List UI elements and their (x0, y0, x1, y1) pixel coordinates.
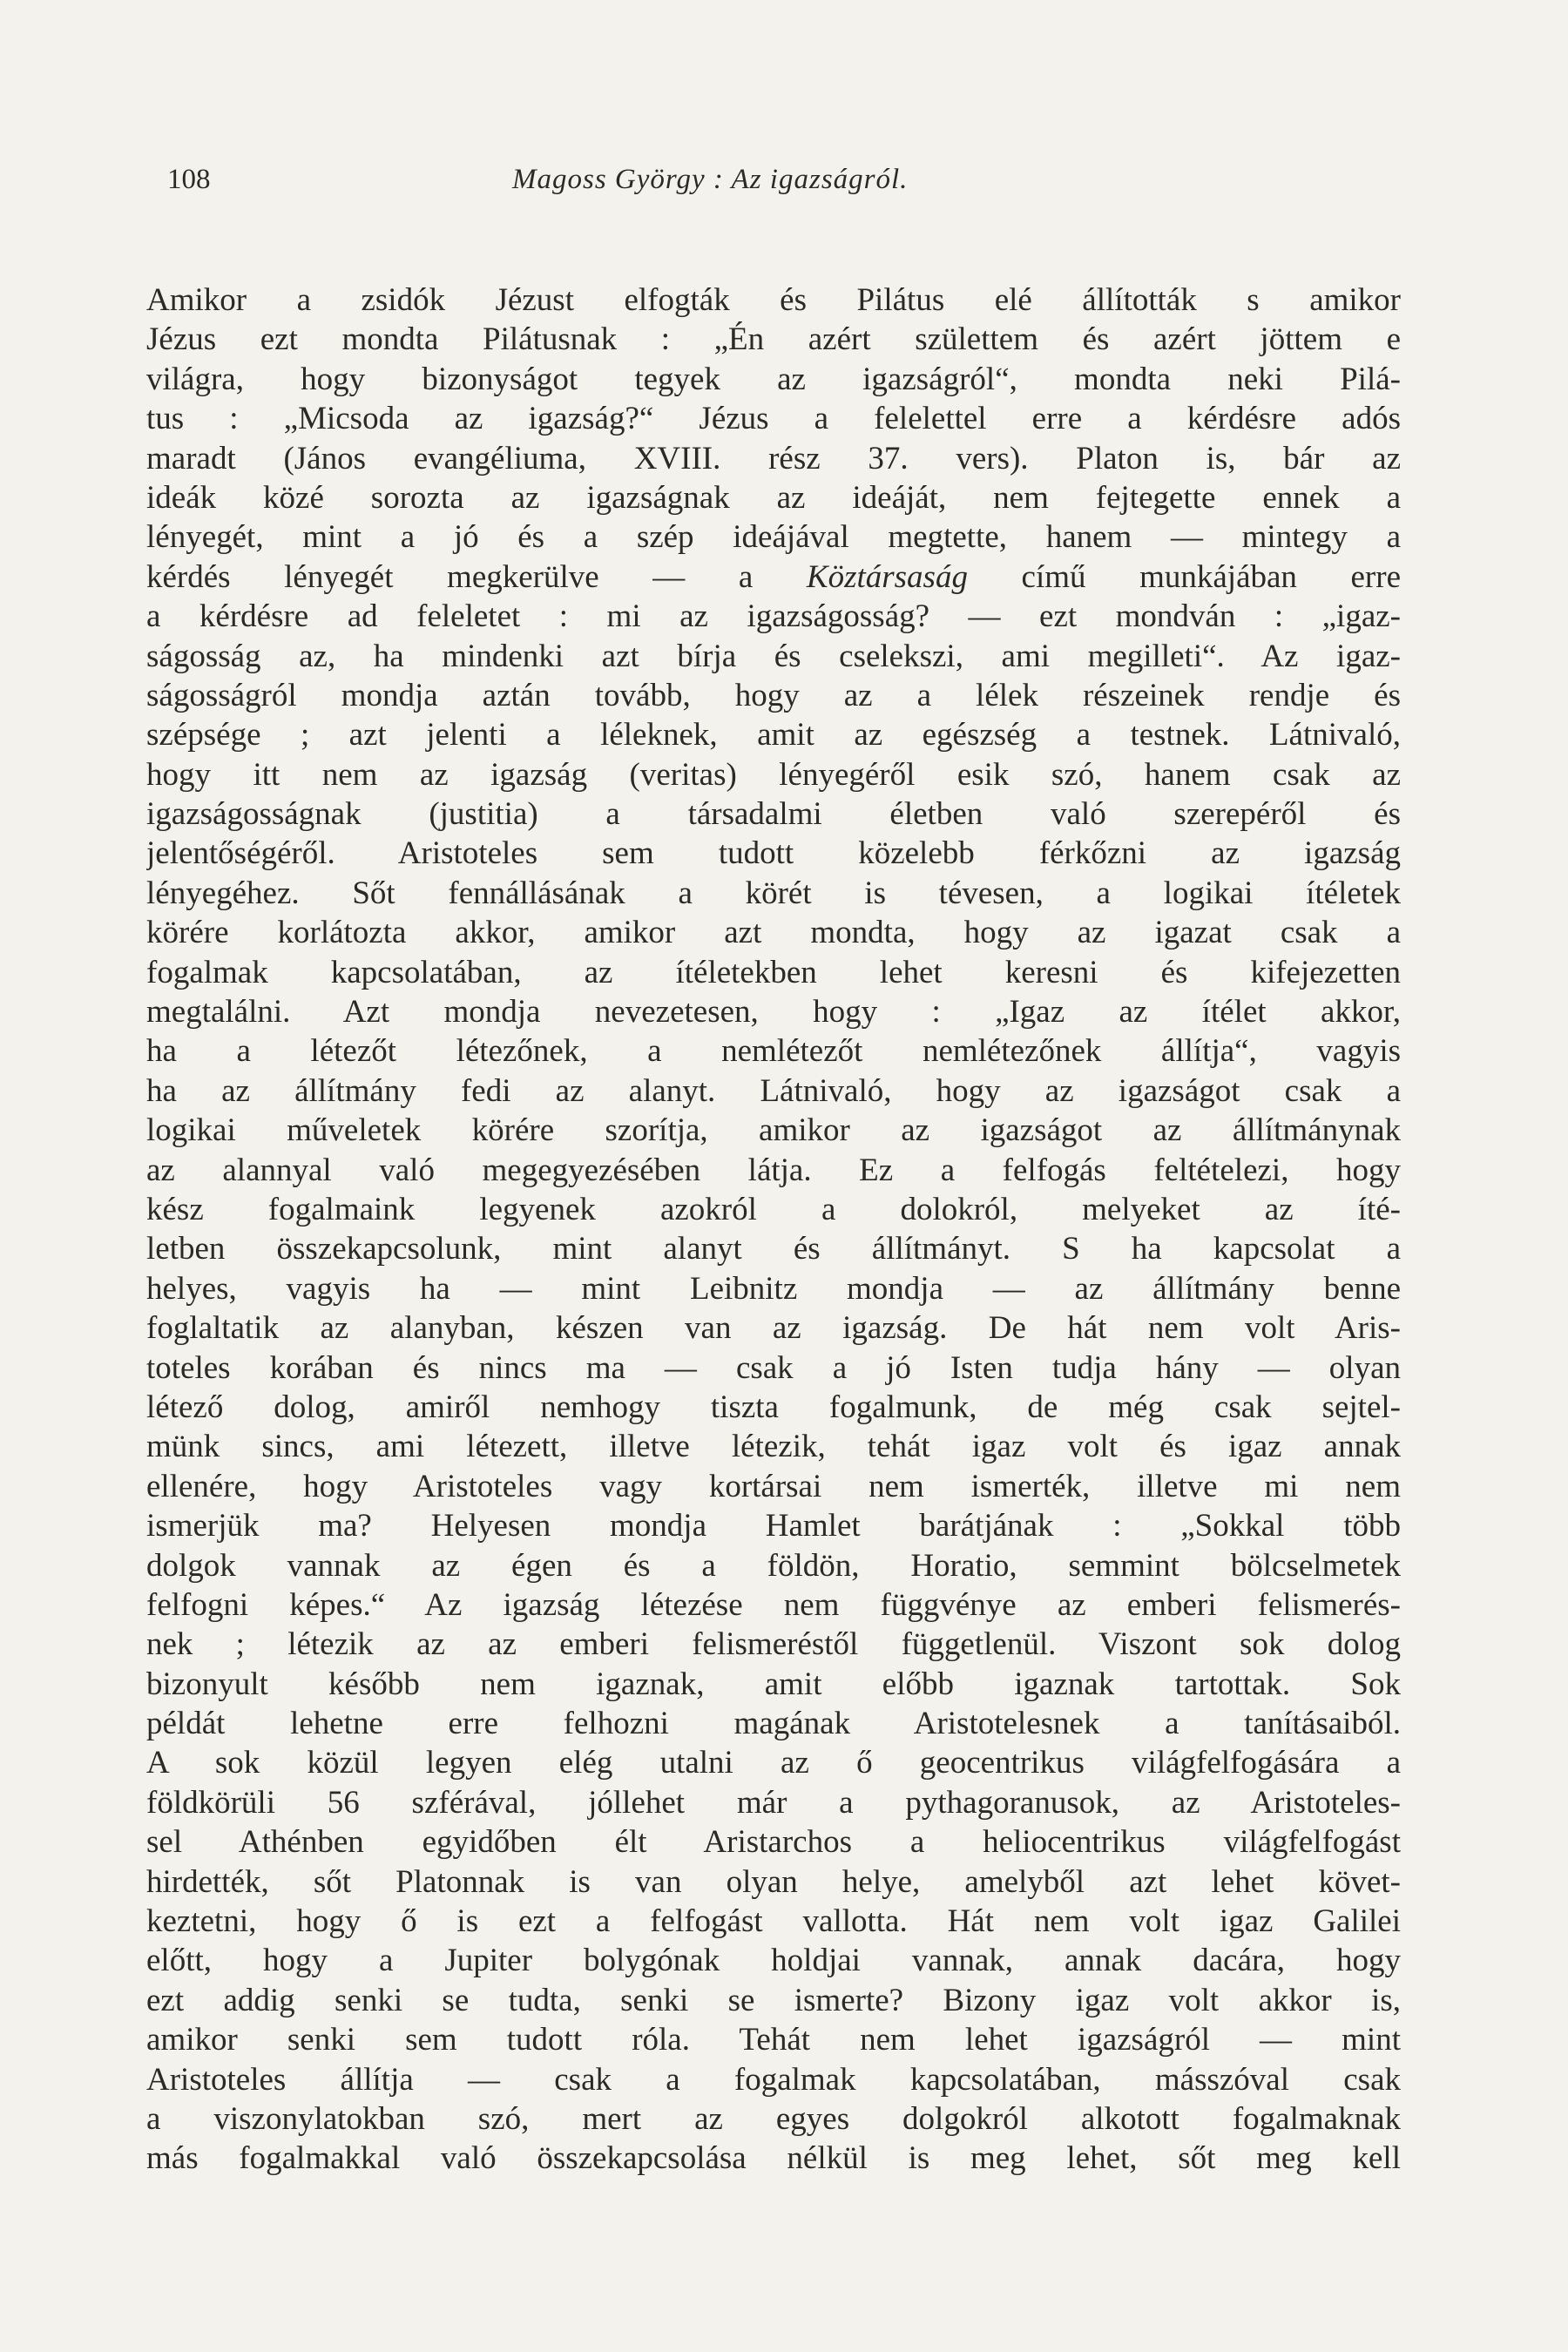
text-line: ha az állítmány fedi az alanyt. Látnivaló, hogy az igazságot csak a (146, 1072, 1401, 1109)
text-line: letben összekapcsolunk, mint alanyt és állítmányt. S ha kapcsolat a (146, 1231, 1401, 1267)
text-line: a kérdésre ad feleletet : mi az igazságosság? — ezt mondván : „igaz- (146, 598, 1401, 635)
text-line: nek ; létezik az az emberi felismeréstől függetlenül. Viszont sok dolog (146, 1626, 1401, 1663)
text-line: ideák közé sorozta az igazságnak az ideáját, nem fejtegette ennek a (146, 479, 1401, 516)
text-line: maradt (János evangéliuma, XVIII. rész 37. vers). Platon is, bár az (146, 440, 1401, 476)
text-line: létező dolog, amiről nemhogy tiszta fogalmunk, de még csak sejtel- (146, 1389, 1401, 1425)
text-line: lényegéhez. Sőt fennállásának a körét is tévesen, a logikai ítéletek (146, 875, 1401, 911)
text-line: foglaltatik az alanyban, készen van az igazság. De hát nem volt Aris- (146, 1310, 1401, 1347)
text-line: kész fogalmaink legyenek azokról a dolokról, melyeket az íté- (146, 1191, 1401, 1227)
text-line: körére korlátozta akkor, amikor azt mondta, hogy az igazat csak a (146, 915, 1401, 951)
text-line: Amikor a zsidók Jézust elfogták és Pilátus elé állították s amikor (146, 282, 1401, 318)
text-line: a viszonylatokban szó, mert az egyes dolgokról alkotott fogalmaknak (146, 2100, 1401, 2137)
text-line: jelentőségéről. Aristoteles sem tudott közelebb férkőzni az igazság (146, 835, 1401, 872)
text-line: más fogalmakkal való összekapcsolása nélkül is meg lehet, sőt meg kell (146, 2140, 1401, 2177)
text-line: toteles korában és nincs ma — csak a jó Isten tudja hány — olyan (146, 1349, 1401, 1386)
text-line: ezt addig senki se tudta, senki se ismerte? Bizony igaz volt akkor is, (146, 1982, 1401, 2018)
text-line: lényegét, mint a jó és a szép ideájával megtette, hanem — mintegy a (146, 519, 1401, 556)
text-line: ságosságról mondja aztán tovább, hogy az a lélek részeinek rendje és (146, 677, 1401, 713)
text-line: az alannyal való megegyezésében látja. Ez a felfogás feltételezi, hogy (146, 1152, 1401, 1188)
running-title: Magoss György : Az igazságról. (512, 164, 909, 195)
page-header (167, 164, 1401, 207)
page-number: 108 (167, 164, 211, 195)
italic-title: Köztársaság (806, 558, 968, 595)
text-line: ha a létezőt létezőnek, a nemlétezőt nemlétezőnek állítja“, vagyis (146, 1033, 1401, 1070)
text-line: A sok közül legyen elég utalni az ő geocentrikus világfelfogására a (146, 1745, 1401, 1781)
text-line: felfogni képes.“ Az igazság létezése nem függvénye az emberi felismerés- (146, 1586, 1401, 1623)
text-line: hirdették, sőt Platonnak is van olyan helye, amelyből azt lehet követ- (146, 1863, 1401, 1900)
text-line: ellenére, hogy Aristoteles vagy kortársai nem ismerték, illetve mi nem (146, 1468, 1401, 1504)
text-line: tus : „Micsoda az igazság?“ Jézus a felelettel erre a kérdésre adós (146, 401, 1401, 437)
text-line: igazságosságnak (justitia) a társadalmi életben való szerepéről és (146, 796, 1401, 833)
text-line: példát lehetne erre felhozni magának Aristotelesnek a tanításaiból. (146, 1706, 1401, 1742)
text-line: münk sincs, ami létezett, illetve létezik, tehát igaz volt és igaz annak (146, 1429, 1401, 1465)
text-line: Jézus ezt mondta Pilátusnak : „Én azért születtem és azért jöttem e (146, 321, 1401, 358)
text-line: Aristoteles állítja — csak a fogalmak kapcsolatában, másszóval csak (146, 2061, 1401, 2098)
text-line: amikor senki sem tudott róla. Tehát nem lehet igazságról — mint (146, 2022, 1401, 2058)
text-line: dolgok vannak az égen és a földön, Horatio, semmint bölcselmetek (146, 1547, 1401, 1584)
text-line: szépsége ; azt jelenti a léleknek, amit az egészség a testnek. Látnivaló, (146, 717, 1401, 754)
text-line: földkörüli 56 szférával, jóllehet már a pythagoranusok, az Aristoteles- (146, 1784, 1401, 1821)
text-line: megtalálni. Azt mondja nevezetesen, hogy : „Igaz az ítélet akkor, (146, 994, 1401, 1031)
text-line: ságosság az, ha mindenki azt bírja és cselekszi, ami megilleti“. Az igaz- (146, 638, 1401, 674)
text-line: hogy itt nem az igazság (veritas) lényegéről esik szó, hanem csak az (146, 756, 1401, 793)
body-paragraph (146, 280, 1401, 2179)
text-line: bizonyult később nem igaznak, amit előbb igaznak tartottak. Sok (146, 1666, 1401, 1702)
text-line: ismerjük ma? Helyesen mondja Hamlet barátjának : „Sokkal több (146, 1508, 1401, 1544)
text-line: helyes, vagyis ha — mint Leibnitz mondja — az állítmány benne (146, 1270, 1401, 1307)
text-line: logikai műveletek körére szorítja, amikor az igazságot az állítmánynak (146, 1112, 1401, 1149)
text-line: világra, hogy bizonyságot tegyek az igazságról“, mondta neki Pilá- (146, 361, 1401, 397)
text-line: fogalmak kapcsolatában, az ítéletekben lehet keresni és kifejezetten (146, 954, 1401, 990)
text-line: keztetni, hogy ő is ezt a felfogást vallotta. Hát nem volt igaz Galilei (146, 1903, 1401, 1940)
text-line: sel Athénben egyidőben élt Aristarchos a heliocentrikus világfelfogást (146, 1824, 1401, 1861)
text-line: előtt, hogy a Jupiter bolygónak holdjai vannak, annak dacára, hogy (146, 1943, 1401, 1979)
text-line: kérdés lényegét megkerülve — a Köztársaság című munkájában erre (146, 558, 1401, 595)
